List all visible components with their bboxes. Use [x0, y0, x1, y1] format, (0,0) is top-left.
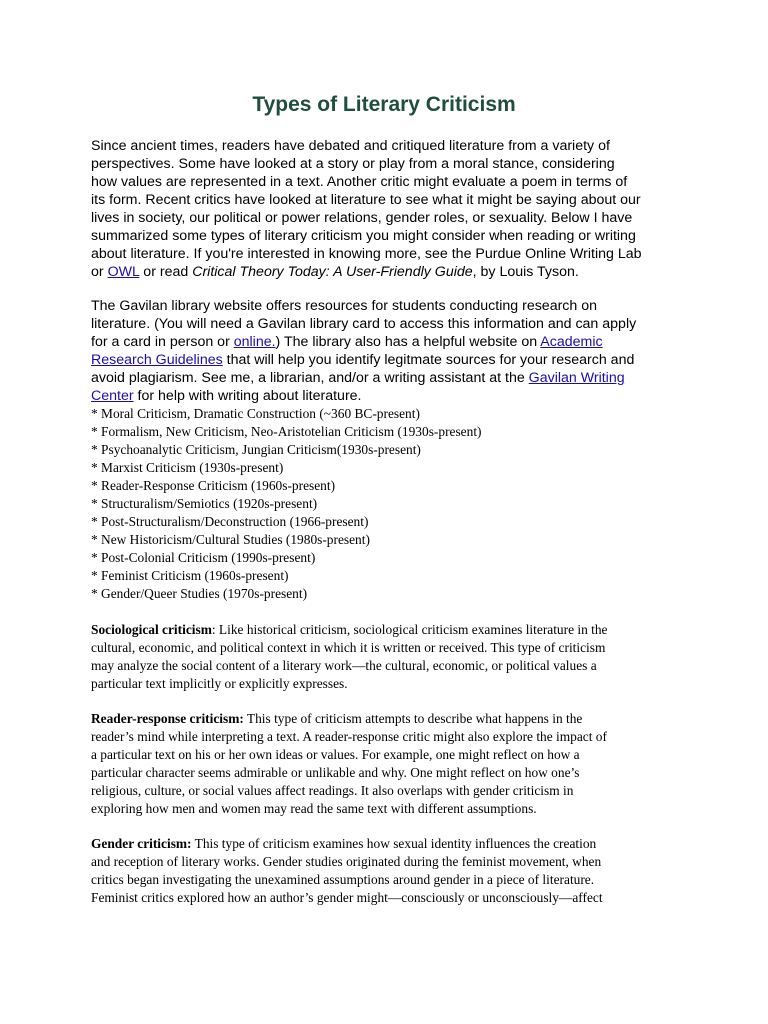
list-item: * Feminist Criticism (1960s-present)	[91, 568, 289, 583]
reader-response-line: particular character seems admirable or unlikable and why. One might reflect on how one’s	[91, 765, 580, 780]
library-text: avoid plagiarism. See me, a librarian, and/or a writing assistant at the	[91, 370, 529, 386]
reader-response-line: reader’s mind while interpreting a text. A reader-response critic might also explore the impact of	[91, 729, 607, 744]
list-item: * Formalism, New Criticism, Neo-Aristotelian Criticism (1930s-present)	[91, 424, 482, 439]
library-text: for help with writing about literature.	[133, 388, 362, 404]
sociological-line: particular text implicitly or explicitly expresses.	[91, 676, 348, 691]
list-item: * Reader-Response Criticism (1960s-present)	[91, 478, 336, 493]
intro-line: lives in society, our political or power relations, gender roles, or sexuality. Below I have	[91, 210, 633, 226]
list-item: * Marxist Criticism (1930s-present)	[91, 460, 284, 475]
gender-text: This type of criticism examines how sexual identity influences the creation	[191, 836, 597, 851]
book-title: Critical Theory Today: A User-Friendly Guide	[192, 264, 473, 280]
criticism-list	[91, 405, 691, 603]
term-heading: Reader-response criticism:	[91, 711, 244, 726]
academic-research-guidelines-link-cont[interactable]: Research Guidelines	[91, 352, 223, 368]
reader-response-line	[91, 710, 691, 728]
gavilan-writing-center-link-cont[interactable]: Center	[91, 388, 134, 404]
intro-text: or read	[139, 264, 193, 280]
reader-response-line: religious, culture, or social values affect readings. It also overlaps with gender criticism in	[91, 783, 574, 798]
intro-paragraph	[91, 137, 691, 281]
library-line	[91, 333, 691, 351]
sociological-line: may analyze the social content of a literary work—the cultural, economic, or political values a	[91, 658, 597, 673]
intro-line: perspectives. Some have looked at a story or play from a moral stance, considering	[91, 156, 615, 172]
library-text: ) The library also has a helpful website on	[275, 334, 541, 350]
list-item: * New Historicism/Cultural Studies (1980s-present)	[91, 532, 370, 547]
online-link[interactable]: online.	[233, 334, 276, 350]
library-line	[91, 351, 691, 369]
list-item: * Structuralism/Semiotics (1920s-present)	[91, 496, 318, 511]
reader-response-paragraph	[91, 710, 691, 818]
list-item: * Post-Colonial Criticism (1990s-present)	[91, 550, 316, 565]
gender-line: and reception of literary works. Gender studies originated during the feminist movement, when	[91, 854, 602, 869]
library-text: for a card in person or	[91, 334, 234, 350]
intro-line	[91, 263, 691, 281]
gender-line	[91, 835, 691, 853]
gavilan-writing-center-link[interactable]: Gavilan Writing	[528, 370, 625, 386]
intro-text: or	[91, 264, 108, 280]
sociological-line: cultural, economic, and political context in which it is written or received. This type of criticism	[91, 640, 606, 655]
list-item: * Psychoanalytic Criticism, Jungian Criticism(1930s-present)	[91, 442, 421, 457]
page-title: Types of Literary Criticism	[252, 93, 516, 116]
sociological-line	[91, 621, 691, 639]
library-paragraph	[91, 297, 691, 405]
library-line: The Gavilan library website offers resources for students conducting research on	[91, 298, 598, 314]
owl-link[interactable]: OWL	[107, 264, 140, 280]
reader-response-text: This type of criticism attempts to describe what happens in the	[243, 711, 583, 726]
list-item: * Post-Structuralism/Deconstruction (1966-present)	[91, 514, 369, 529]
term-heading: Gender criticism:	[91, 836, 192, 851]
reader-response-line: exploring how men and women may read the same text with different assumptions.	[91, 801, 537, 816]
intro-line: Since ancient times, readers have debated and critiqued literature from a variety of	[91, 138, 610, 154]
sociological-text: : Like historical criticism, sociological criticism examines literature in the	[211, 622, 608, 637]
intro-line: how values are represented in a text. Another critic might evaluate a poem in terms of	[91, 174, 628, 190]
library-line	[91, 369, 691, 387]
intro-line: summarized some types of literary criticism you might consider when reading or writing	[91, 228, 636, 244]
library-text: that will help you identify legitmate sources for your research and	[222, 352, 635, 368]
intro-line: its form. Recent critics have looked at literature to see what it might be saying about our	[91, 192, 641, 208]
reader-response-line: a particular text on his or her own ideas or values. For example, one might reflect on how a	[91, 747, 580, 762]
term-heading: Sociological criticism	[91, 622, 212, 637]
gender-paragraph	[91, 835, 691, 907]
list-item: * Moral Criticism, Dramatic Construction (~360 BC-present)	[91, 406, 420, 421]
sociological-paragraph	[91, 621, 691, 693]
library-line	[91, 387, 691, 405]
intro-line: about literature. If you're interested in knowing more, see the Purdue Online Writing Lab	[91, 246, 642, 262]
list-item: * Gender/Queer Studies (1970s-present)	[91, 586, 308, 601]
academic-research-guidelines-link[interactable]: Academic	[540, 334, 603, 350]
gender-line: Feminist critics explored how an author’s gender might—consciously or unconsciously—affect	[91, 890, 603, 905]
gender-line: critics began investigating the unexamined assumptions around gender in a piece of literature.	[91, 872, 595, 887]
library-line: literature. (You will need a Gavilan library card to access this information and can apply	[91, 316, 637, 332]
intro-text: , by Louis Tyson.	[472, 264, 579, 280]
